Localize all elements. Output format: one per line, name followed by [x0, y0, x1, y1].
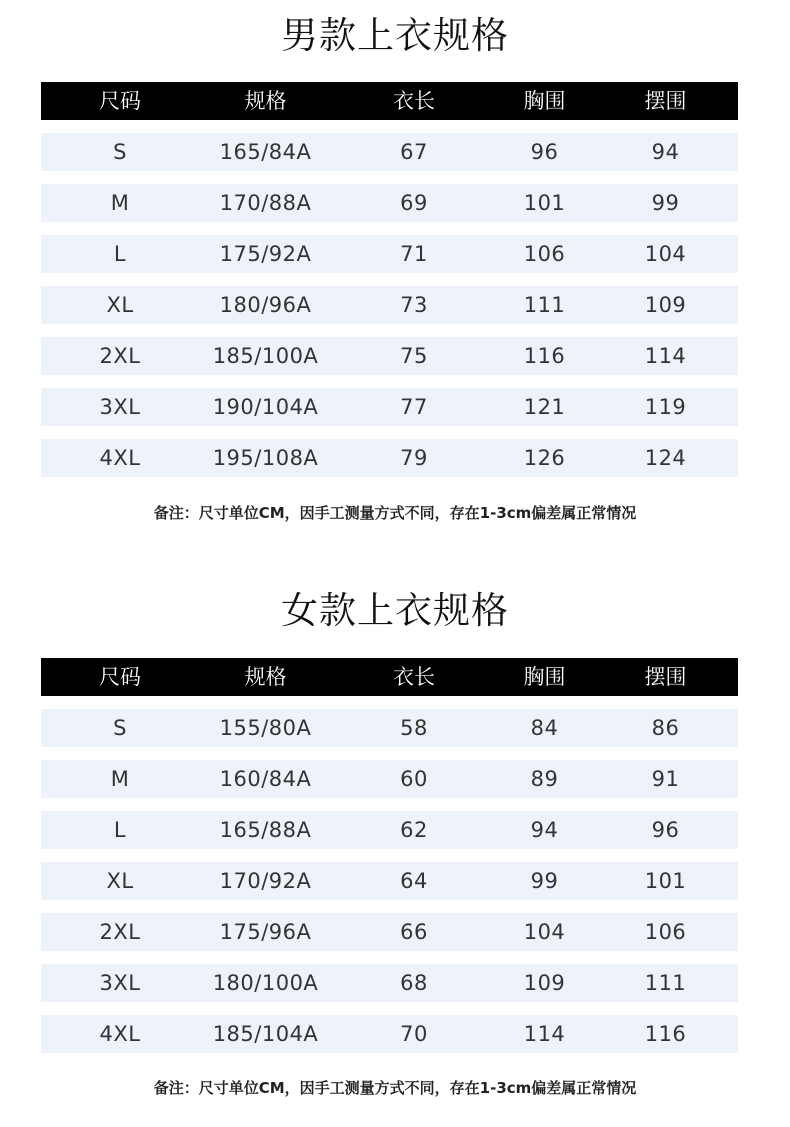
table-row	[41, 760, 738, 798]
table-row	[41, 184, 738, 222]
cell-length: 67	[400, 140, 428, 164]
cell-spec: 175/96A	[219, 920, 312, 944]
cell-chest: 94	[530, 818, 559, 842]
cell-length: 60	[400, 767, 428, 791]
table-header	[41, 82, 738, 120]
cell-length: 66	[400, 920, 428, 944]
table-header	[41, 658, 738, 696]
cell-hem: 111	[644, 971, 687, 995]
men-size-title: 男款上衣规格	[281, 14, 509, 57]
table-row	[41, 337, 738, 375]
cell-spec: 180/96A	[219, 293, 312, 317]
cell-size: S	[113, 716, 127, 740]
cell-size: M	[110, 767, 130, 791]
cell-hem: 104	[644, 242, 687, 266]
cell-size: S	[113, 140, 127, 164]
cell-size: L	[113, 242, 127, 266]
women-size-title: 女款上衣规格	[281, 589, 509, 632]
cell-hem: 124	[644, 446, 687, 470]
cell-hem: 114	[644, 344, 687, 368]
cell-size: XL	[106, 293, 134, 317]
table-row	[41, 133, 738, 171]
cell-size: L	[113, 818, 127, 842]
table-row	[41, 1015, 738, 1053]
cell-size: 4XL	[99, 446, 141, 470]
table-row	[41, 439, 738, 477]
men-size-note: 备注：尺寸单位CM，因手工测量方式不同，存在1-3cm偏差属正常情况	[153, 504, 637, 522]
table-row	[41, 388, 738, 426]
cell-chest: 84	[530, 716, 559, 740]
header-size: 尺码	[99, 89, 141, 113]
cell-chest: 104	[523, 920, 566, 944]
cell-length: 71	[400, 242, 428, 266]
cell-spec: 165/88A	[219, 818, 312, 842]
header-spec: 规格	[244, 89, 287, 113]
cell-chest: 99	[530, 869, 559, 893]
cell-spec: 190/104A	[212, 395, 319, 419]
table-row	[41, 235, 738, 273]
cell-spec: 170/92A	[219, 869, 312, 893]
women-size-note: 备注：尺寸单位CM，因手工测量方式不同，存在1-3cm偏差属正常情况	[153, 1079, 637, 1097]
cell-spec: 195/108A	[212, 446, 319, 470]
cell-chest: 116	[523, 344, 566, 368]
cell-size: 2XL	[99, 344, 141, 368]
cell-chest: 101	[523, 191, 566, 215]
cell-hem: 91	[651, 767, 680, 791]
cell-length: 75	[400, 344, 428, 368]
header-chest: 胸围	[523, 89, 566, 113]
header-size: 尺码	[99, 665, 141, 689]
cell-length: 62	[400, 818, 428, 842]
cell-length: 68	[400, 971, 428, 995]
cell-hem: 106	[644, 920, 687, 944]
cell-spec: 165/84A	[219, 140, 312, 164]
cell-chest: 121	[523, 395, 566, 419]
header-chest: 胸围	[523, 665, 566, 689]
table-row	[41, 862, 738, 900]
cell-hem: 99	[651, 191, 680, 215]
cell-chest: 114	[523, 1022, 566, 1046]
cell-spec: 170/88A	[219, 191, 312, 215]
cell-size: 2XL	[99, 920, 141, 944]
men-size-table	[41, 82, 738, 477]
cell-length: 73	[400, 293, 428, 317]
cell-size: 4XL	[99, 1022, 141, 1046]
cell-spec: 180/100A	[212, 971, 319, 995]
cell-hem: 94	[651, 140, 680, 164]
cell-size: M	[110, 191, 130, 215]
cell-length: 69	[400, 191, 428, 215]
cell-hem: 119	[644, 395, 687, 419]
cell-length: 70	[400, 1022, 428, 1046]
cell-length: 64	[400, 869, 428, 893]
cell-spec: 185/104A	[212, 1022, 319, 1046]
header-hem: 摆围	[644, 665, 687, 689]
cell-spec: 175/92A	[219, 242, 312, 266]
cell-size: XL	[106, 869, 134, 893]
cell-hem: 116	[644, 1022, 687, 1046]
header-length: 衣长	[393, 89, 435, 113]
cell-chest: 89	[530, 767, 559, 791]
table-row	[41, 913, 738, 951]
table-row	[41, 811, 738, 849]
cell-hem: 86	[651, 716, 680, 740]
header-spec: 规格	[244, 665, 287, 689]
cell-size: 3XL	[99, 395, 141, 419]
cell-length: 77	[400, 395, 428, 419]
table-row	[41, 286, 738, 324]
table-row	[41, 964, 738, 1002]
cell-length: 79	[400, 446, 428, 470]
cell-spec: 155/80A	[219, 716, 312, 740]
women-size-table	[41, 658, 738, 1053]
cell-spec: 160/84A	[219, 767, 312, 791]
cell-hem: 96	[651, 818, 680, 842]
table-row	[41, 709, 738, 747]
header-hem: 摆围	[644, 89, 687, 113]
cell-hem: 109	[644, 293, 687, 317]
cell-chest: 96	[530, 140, 559, 164]
cell-chest: 111	[523, 293, 566, 317]
cell-chest: 126	[523, 446, 566, 470]
cell-chest: 109	[523, 971, 566, 995]
header-length: 衣长	[393, 665, 435, 689]
cell-length: 58	[400, 716, 428, 740]
cell-size: 3XL	[99, 971, 141, 995]
cell-hem: 101	[644, 869, 687, 893]
cell-spec: 185/100A	[212, 344, 319, 368]
cell-chest: 106	[523, 242, 566, 266]
